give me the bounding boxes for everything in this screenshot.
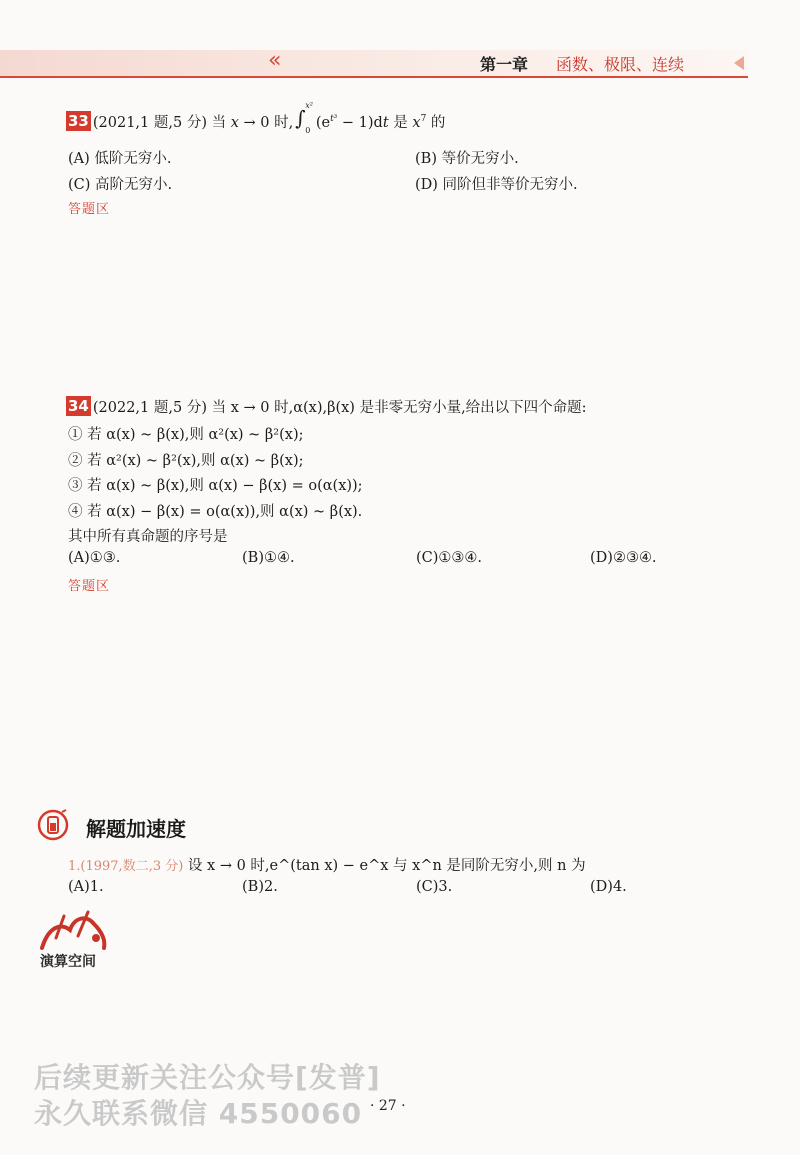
chevron-left-icon: « — [268, 48, 278, 73]
page-number: · 27 · — [370, 1098, 406, 1114]
option-a: (A) 低阶无穷小. — [68, 151, 172, 167]
stem-text: 当 x → 0 时,α(x),β(x) 是非零无穷小量,给出以下四个命题: — [211, 400, 587, 416]
option-a: (A)1. — [68, 879, 104, 895]
question-ask: 其中所有真命题的序号是 — [68, 529, 228, 545]
option-c: (C)3. — [416, 879, 453, 895]
section-title: 解题加速度 — [86, 817, 186, 841]
header-rule — [0, 76, 748, 78]
integrand: − 1)d — [341, 115, 383, 131]
watermark-line-1: 后续更新关注公众号[发普] — [34, 1061, 381, 1094]
question-source: (2021,1 题,5 分) — [92, 115, 207, 131]
proposition-2: ② 若 α²(x) ~ β²(x),则 α(x) ~ β(x); — [68, 453, 304, 469]
calc-space-label: 演算空间 — [40, 954, 96, 970]
proposition-1: ① 若 α(x) ~ β(x),则 α²(x) ~ β²(x); — [68, 427, 304, 443]
question-source: (2022,1 题,5 分) — [92, 400, 207, 416]
proposition-4: ④ 若 α(x) − β(x) = o(α(x)),则 α(x) ~ β(x). — [68, 504, 363, 520]
stem-text: 是 — [393, 115, 408, 131]
option-b: (B) 等价无穷小. — [415, 151, 519, 167]
stem-text: → 0 时, — [243, 115, 294, 131]
option-c: (C) 高阶无穷小. — [68, 177, 173, 193]
stem-text: 当 — [211, 115, 227, 131]
question-number-badge: 33 — [68, 112, 89, 130]
triangle-left-icon — [734, 56, 744, 70]
option-a: (A)①③. — [68, 550, 121, 566]
option-d: (D) 同阶但非等价无穷小. — [415, 177, 578, 193]
option-b: (B)2. — [242, 879, 278, 895]
answer-zone-label: 答题区 — [68, 579, 111, 594]
question-34-stem — [66, 396, 587, 417]
chapter-number: 第一章 — [480, 55, 529, 74]
option-d: (D)4. — [590, 879, 627, 895]
speedup-question-1 — [68, 854, 586, 875]
option-c: (C)①③④. — [416, 550, 483, 566]
integral-upper-limit: x² — [305, 101, 313, 110]
integral-lower-limit: 0 — [305, 126, 311, 135]
proposition-3: ③ 若 α(x) ~ β(x),则 α(x) − β(x) = o(α(x)); — [68, 478, 363, 494]
variable-x: x — [230, 115, 239, 131]
stem-text: 设 x → 0 时,e^(tan x) − e^x 与 x^n 是同阶无穷小,则 n 为 — [187, 858, 586, 874]
option-b: (B)①④. — [242, 550, 295, 566]
stopwatch-icon — [36, 807, 70, 841]
variable-x: x — [412, 115, 421, 131]
integral-sign: ∫ x² 0 — [295, 101, 313, 135]
integrand-exponent: t³ — [330, 114, 338, 124]
exponent: 7 — [420, 114, 427, 124]
question-33-stem — [66, 101, 446, 135]
chapter-title: 函数、极限、连续 — [556, 55, 685, 74]
stem-text: 的 — [430, 115, 446, 131]
answer-zone-label: 答题区 — [68, 202, 111, 217]
question-source: 1.(1997,数二,3 分) — [68, 859, 184, 874]
question-number-badge: 34 — [68, 397, 89, 415]
integrand: (e — [315, 115, 331, 131]
watermark-line-2: 永久联系微信 4550060 — [34, 1097, 363, 1130]
option-d: (D)②③④. — [590, 550, 657, 566]
variable-t: t — [382, 115, 389, 131]
